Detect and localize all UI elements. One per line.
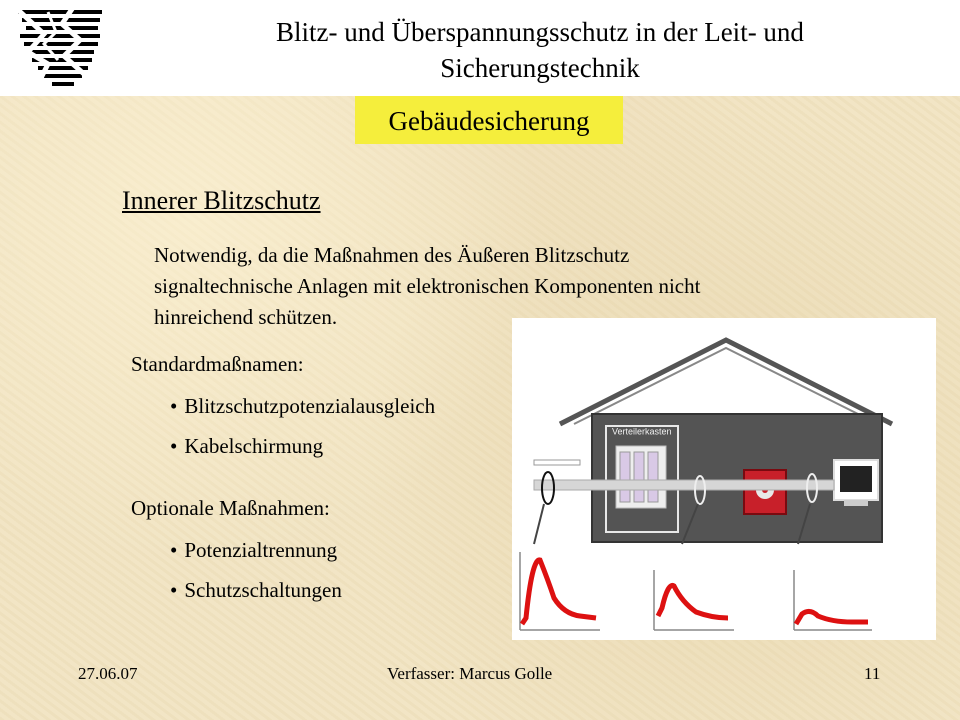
page-title [140, 14, 940, 86]
list-item [170, 538, 337, 563]
bullet-icon: • [170, 394, 178, 418]
list-item [170, 394, 435, 419]
footer-author: Verfasser: Marcus Golle [387, 664, 553, 683]
surge-curve-graph [520, 552, 600, 630]
bullet-icon: • [170, 538, 178, 562]
list-item-label: Potenzialtrennung [184, 538, 338, 562]
optional-measures-label: Optionale Maßnahmen: [131, 496, 330, 520]
title-line-1: Blitz- und Überspannungsschutz in der Leit- und [276, 17, 804, 47]
intro-line: hinreichend schützen. [154, 305, 338, 329]
intro-line: Notwendig, da die Maßnahmen des Äußeren Blitzschutz [154, 243, 630, 267]
cable [534, 480, 834, 490]
footer-page-number: 11 [864, 664, 881, 683]
footer-date: 27.06.07 [78, 664, 138, 683]
list-item [170, 578, 342, 603]
surge-protector-icon [616, 446, 666, 508]
section-heading: Innerer Blitzschutz [122, 186, 321, 215]
protection-device-icon [744, 470, 786, 514]
bullet-icon: • [170, 578, 178, 602]
roof-outline [560, 340, 892, 424]
title-line-2: Sicherungstechnik [440, 53, 640, 83]
bullet-icon: • [170, 434, 178, 458]
intro-line: signaltechnische Anlagen mit elektronischen Komponenten nicht [154, 274, 701, 298]
list-item [170, 434, 323, 459]
surge-curve-graph [794, 570, 872, 630]
section-badge: Gebäudesicherung [355, 96, 623, 144]
incoming-line [534, 460, 580, 465]
coat-of-arms-logo [14, 4, 108, 92]
distribution-box-label: Verteilerkasten [612, 426, 672, 437]
list-item-label: Schutzschaltungen [184, 578, 342, 602]
list-item-label: Blitzschutzpotenzialausgleich [184, 394, 436, 418]
standard-measures-label: Standardmaßnamen: [131, 352, 304, 376]
building-protection-illustration [512, 318, 936, 640]
list-item-label: Kabelschirmung [184, 434, 324, 458]
monitor-icon [834, 460, 878, 506]
surge-curve-graph [654, 570, 734, 630]
